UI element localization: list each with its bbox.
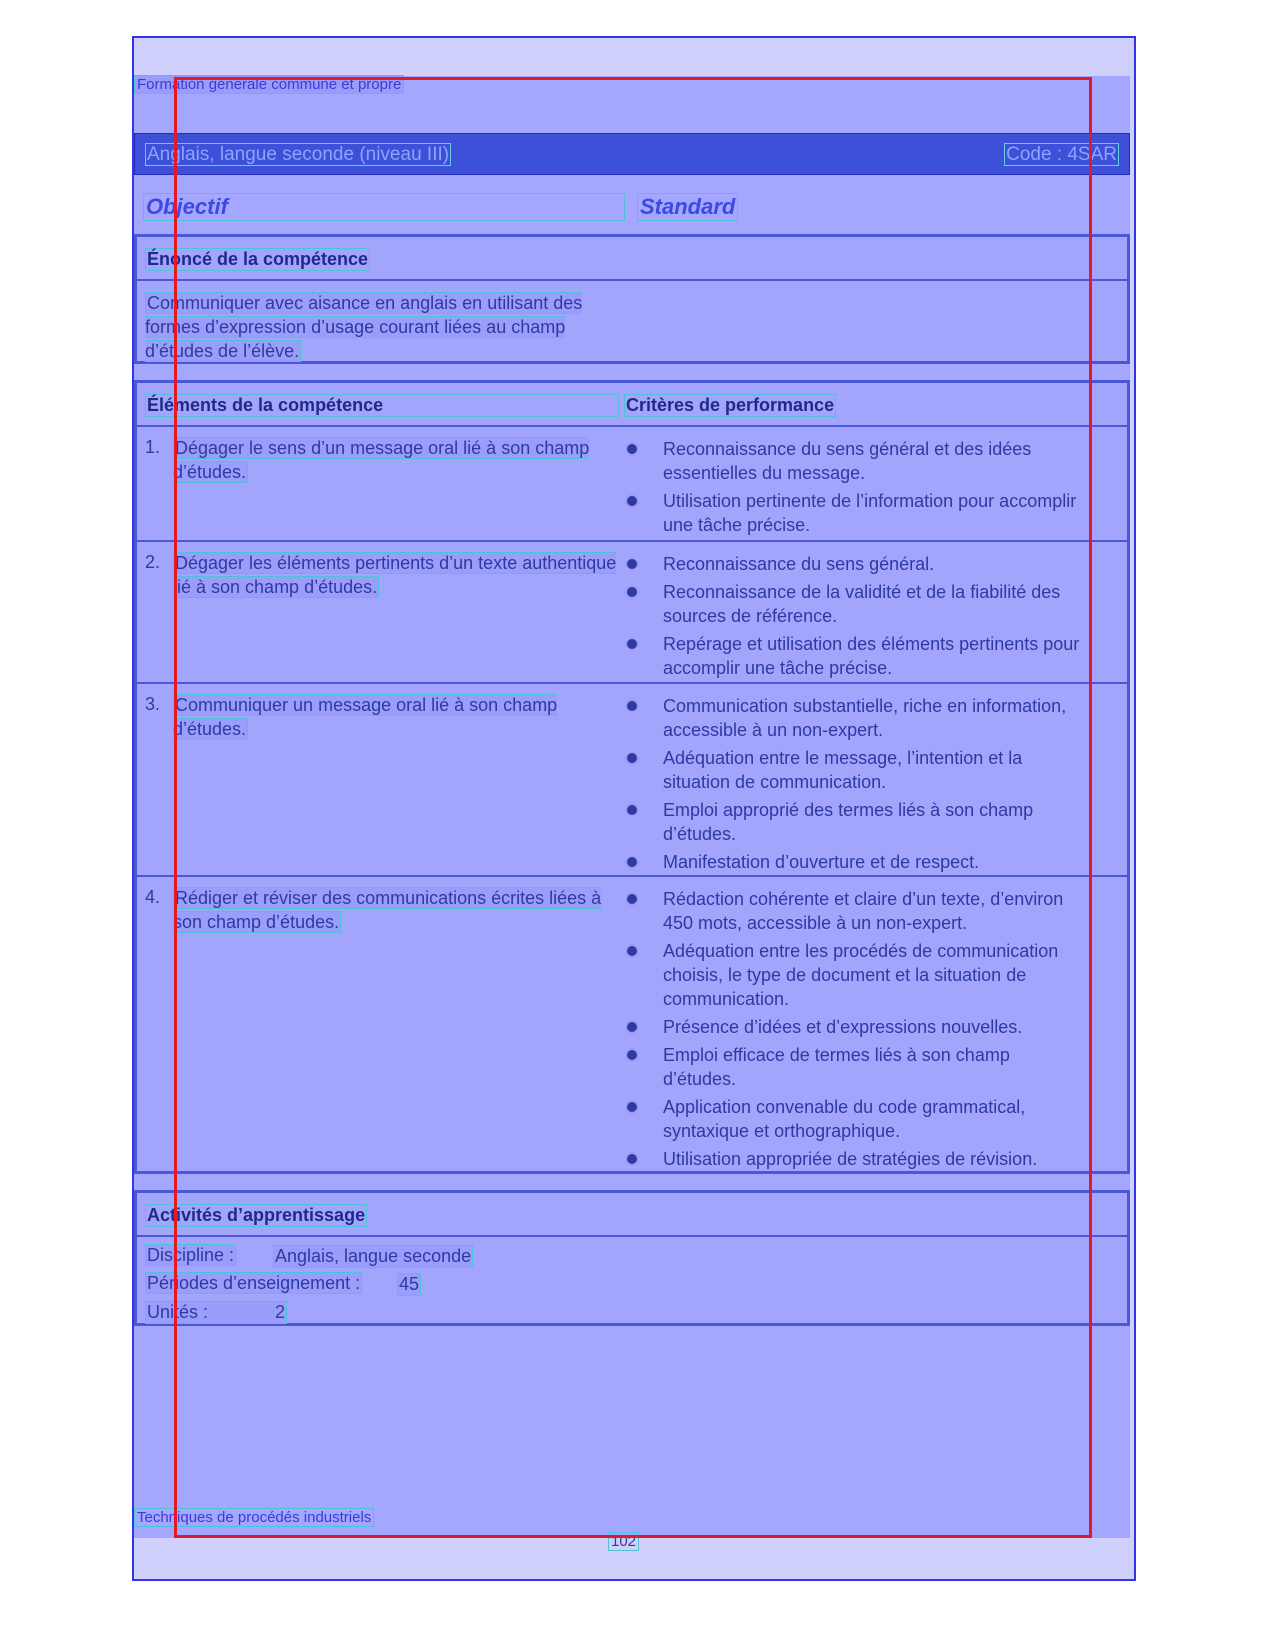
course-code: Code : 4SAR — [1006, 144, 1117, 165]
element-number: 1. — [145, 437, 161, 457]
element-row-2 — [137, 540, 1127, 684]
criterion-item: Adéquation entre les procédés de communication choisis, le type de document et la situation de communication. — [627, 939, 1087, 1011]
criterion-item: Repérage et utilisation des éléments pertinents pour accomplir une tâche précise. — [627, 632, 1087, 680]
units-line: Unités : 2 — [147, 1302, 286, 1322]
criteria-list — [627, 437, 1087, 541]
criteria-list — [627, 694, 1087, 878]
activities-header — [137, 1193, 1127, 1237]
discipline-line: Discipline : Anglais, langue seconde — [147, 1245, 472, 1266]
criterion-item: Utilisation appropriée de stratégies de révision. — [627, 1147, 1087, 1171]
elements-criteria-box — [134, 380, 1130, 1174]
criteria-heading: Critères de performance — [626, 395, 835, 415]
course-title: Anglais, langue seconde (niveau III) — [147, 144, 450, 165]
element-number: 4. — [145, 887, 161, 907]
element-text: Dégager le sens d’un message oral lié à son champ d’études. — [173, 438, 590, 482]
criterion-item: Reconnaissance de la validité et de la fiabilité des sources de référence. — [627, 580, 1087, 628]
element-row-3 — [137, 682, 1127, 877]
element-text: Dégager les éléments pertinents d’un texte authentique lié à son champ d’études. — [173, 553, 617, 597]
criterion-item: Communication substantielle, riche en information, accessible à un non-expert. — [627, 694, 1087, 742]
activities-box — [134, 1190, 1130, 1326]
criterion-item: Utilisation pertinente de l’information pour accomplir une tâche précise. — [627, 489, 1087, 537]
criterion-item: Emploi approprié des termes liés à son champ d’études. — [627, 798, 1087, 846]
criterion-item: Rédaction cohérente et claire d’un texte, d’environ 450 mots, accessible à un non-expert. — [627, 887, 1087, 935]
criterion-item: Manifestation d’ouverture et de respect. — [627, 850, 1087, 874]
standard-label: Standard — [637, 193, 738, 221]
element-text: Communiquer un message oral lié à son champ d’études. — [173, 695, 558, 739]
elements-heading: Éléments de la compétence — [145, 394, 619, 417]
criterion-item: Présence d’idées et d’expressions nouvelles. — [627, 1015, 1087, 1039]
competence-box — [134, 234, 1130, 364]
element-number: 2. — [145, 552, 161, 572]
criterion-item: Application convenable du code grammatical, syntaxique et orthographique. — [627, 1095, 1087, 1143]
element-text: Rédiger et réviser des communications écrites liées à son champ d’études. — [173, 888, 602, 932]
criterion-item: Adéquation entre le message, l’intention et la situation de communication. — [627, 746, 1087, 794]
criteria-list — [627, 887, 1087, 1175]
page-number: 102 — [608, 1532, 639, 1551]
criterion-item: Emploi efficace de termes liés à son champ d’études. — [627, 1043, 1087, 1091]
competence-statement: Communiquer avec aisance en anglais en utilisant des formes d’expression d’usage courant liées au champ d’études de l’élève. — [145, 293, 583, 361]
objective-label: Objectif — [143, 193, 625, 221]
element-number: 3. — [145, 694, 161, 714]
criterion-item: Reconnaissance du sens général. — [627, 552, 1087, 576]
activities-heading: Activités d’apprentissage — [147, 1205, 366, 1225]
course-title-bar — [134, 133, 1130, 175]
competence-header — [137, 237, 1127, 281]
criterion-item: Reconnaissance du sens général et des idées essentielles du message. — [627, 437, 1087, 485]
criteria-list — [627, 552, 1087, 684]
running-header: Formation générale commune et propre — [134, 75, 404, 94]
element-row-1 — [137, 427, 1127, 540]
competence-heading: Énoncé de la compétence — [147, 249, 369, 269]
running-footer: Techniques de procédés industriels — [134, 1508, 374, 1527]
element-row-4 — [137, 875, 1127, 1173]
periods-line: Périodes d’enseignement : 45 — [147, 1273, 420, 1294]
elements-header — [137, 383, 1127, 427]
